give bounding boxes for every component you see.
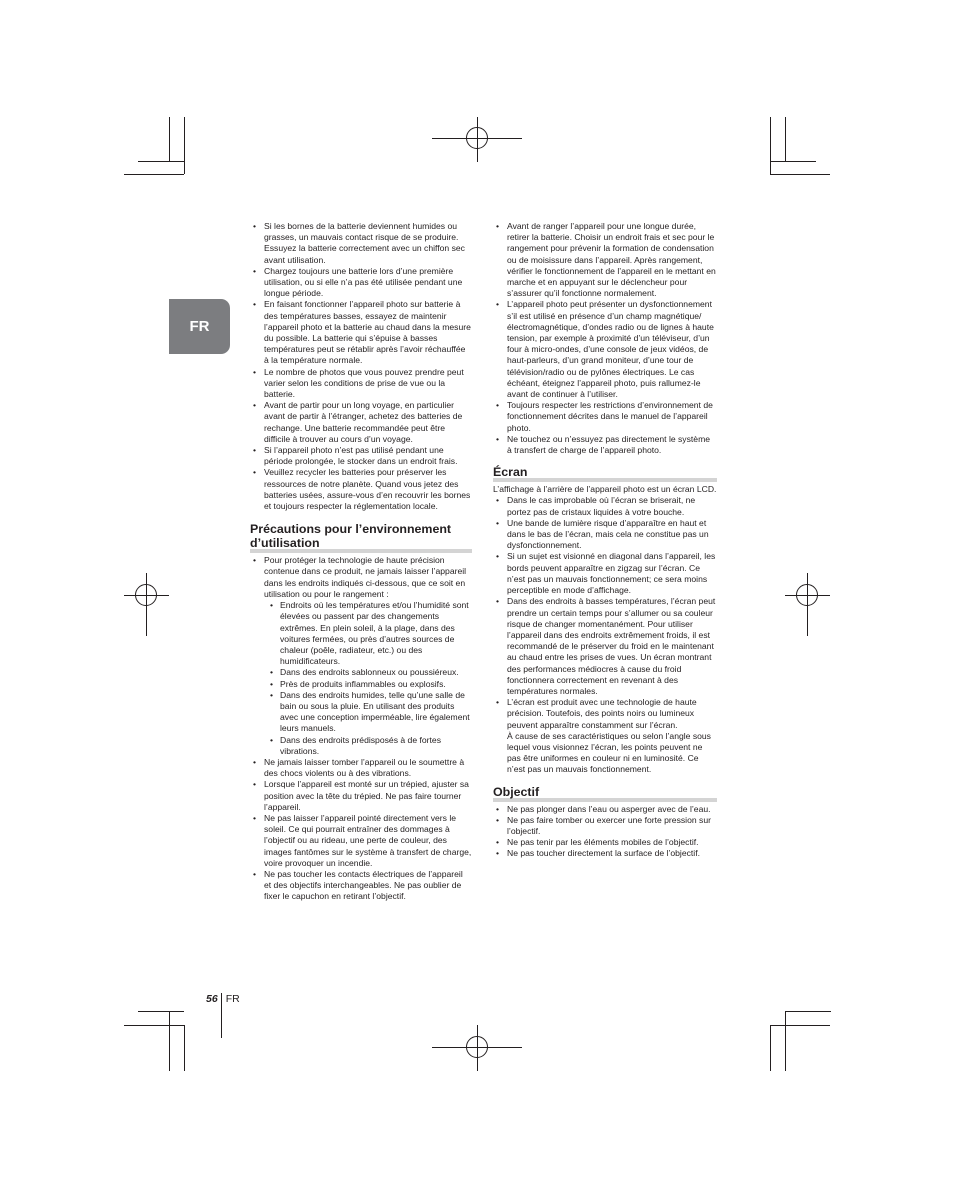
sub-list-item: • Dans des endroits prédisposés à de fortes vibrations.	[264, 735, 472, 757]
battery-list	[250, 221, 472, 512]
list-item: • Ne pas faire tomber ou exercer une forte pression sur l’objectif.	[493, 815, 717, 837]
list-item: • L’appareil photo peut présenter un dysfonctionnement s’il est utilisé en présence d’un champ magnétique/électromagnétique, d’ondes radio ou de lignes à haute tension, par exemple à proximité d’un téléviseur, d’un four à micro-ondes, d’une console de jeux vidéos, de haut-parleurs, d’un grand moniteur, d’une tour de télévision/radio ou de pylônes électriques. Le cas échéant, éteignez l’appareil photo, puis rallumez-le avant de continuer à l’utiliser.	[493, 299, 717, 400]
ecran-heading	[493, 465, 717, 482]
objectif-heading	[493, 785, 717, 802]
page-number: 56	[206, 992, 218, 1005]
ecran-heading-text: Écran	[493, 465, 528, 480]
list-item: • Une bande de lumière risque d’apparaître en haut et dans le bas de l’écran, mais cela ne constitue pas un dysfonctionnement.	[493, 518, 717, 552]
list-item: • Ne pas laisser l’appareil pointé directement vers le soleil. Ce qui pourrait entraîner des dommages à l’objectif ou au rideau, une perte de couleur, des images fantômes sur le système à transfert de charge, voire provoquer un incendie.	[250, 813, 472, 869]
sub-list-item: • Dans des endroits sablonneux ou poussiéreux.	[264, 667, 472, 678]
list-item: • En faisant fonctionner l’appareil photo sur batterie à des températures basses, essayez de maintenir l’appareil photo et la batterie au chaud dans la mesure du possible. La batterie qui s’épuise à basses températures peut se rétablir après l’avoir réchauffée à la température normale.	[250, 299, 472, 366]
env-sublist	[264, 600, 472, 757]
list-item: • Si un sujet est visionné en diagonal dans l’appareil, les bords peuvent apparaître en zigzag sur l’écran. Ce n’est pas un mauvais fonctionnement; ce sera moins perceptible en mode d’affichage.	[493, 551, 717, 596]
right-column	[493, 221, 717, 860]
list-item: • L’écran est produit avec une technologie de haute précision. Toutefois, des points noirs ou lumineux peuvent apparaître constamment sur l’écran.	[493, 697, 717, 731]
list-item: • Veuillez recycler les batteries pour préserver les ressources de notre planète. Quand vous jetez des batteries usées, assure-vous d’en recouvrir les bornes et toujours respecter la réglementation locale.	[250, 467, 472, 512]
list-item: • Ne pas toucher directement la surface de l’objectif.	[493, 848, 717, 859]
list-item: • Avant de partir pour un long voyage, en particulier avant de partir à l’étranger, achetez des batteries de rechange. Une batterie recommandée peut être difficile à trouver au cours d’un voyage.	[250, 400, 472, 445]
list-item: • Ne pas tenir par les éléments mobiles de l’objectif.	[493, 837, 717, 848]
footer-lang: FR	[225, 992, 240, 1005]
objectif-heading-text: Objectif	[493, 784, 540, 799]
list-item: • Ne jamais laisser tomber l’appareil ou le soumettre à des chocs violents ou à des vibrations.	[250, 757, 472, 779]
language-tab: FR	[169, 299, 230, 354]
list-item: • Toujours respecter les restrictions d’environnement de fonctionnement décrites dans le manuel de l’appareil photo.	[493, 400, 717, 434]
env-heading	[250, 522, 472, 553]
list-item: • Dans le cas improbable où l’écran se briserait, ne portez pas de cristaux liquides à votre bouche.	[493, 495, 717, 517]
list-item: • Chargez toujours une batterie lors d’une première utilisation, ou si elle n’a pas été utilisée pendant une longue période.	[250, 266, 472, 300]
env-intro: Pour protéger la technologie de haute précision contenue dans ce produit, ne jamais laisser l’appareil dans les endroits indiqués ci-dessous, que ce soit en utilisation ou pour le rangement :	[264, 555, 467, 599]
footer-divider	[221, 993, 222, 1038]
sub-list-item: • Près de produits inflammables ou explosifs.	[264, 679, 472, 690]
list-item: • Si l’appareil photo n’est pas utilisé pendant une période prolongée, le stocker dans un endroit frais.	[250, 445, 472, 467]
list-item: • Le nombre de photos que vous pouvez prendre peut varier selon les conditions de prise de vue ou la batterie.	[250, 367, 472, 401]
left-column	[250, 221, 472, 903]
list-item: • Lorsque l’appareil est monté sur un trépied, ajuster sa position avec la tête du trépied. Ne pas faire tourner l’appareil.	[250, 779, 472, 813]
list-item-continuation: À cause de ses caractéristiques ou selon l’angle sous lequel vous visionnez l’écran, les points peuvent ne pas être uniformes en couleur ni en luminosité. Ce n’est pas un mauvais fonctionnement.	[507, 730, 711, 775]
list-item: • Dans des endroits à basses températures, l’écran peut prendre un certain temps pour s’allumer ou sa couleur risque de changer momentanément. Pour utiliser l’appareil dans des endroits extrêmement froids, il est recommandé de le préserver du froid en le maintenant au chaud entre les prises de vues. Un écran montrant des performances médiocres à cause du froid fonctionnera correctement en revenant à des températures normales.	[493, 596, 717, 697]
list-item	[250, 555, 472, 757]
list-item: • Si les bornes de la batterie deviennent humides ou grasses, un mauvais contact risque de se produire. Essuyez la batterie correctement avec un chiffon sec avant utilisation.	[250, 221, 472, 266]
objectif-list	[493, 804, 717, 860]
ecran-intro: L’affichage à l’arrière de l’appareil photo est un écran LCD.	[493, 484, 717, 495]
sub-list-item: • Endroits où les températures et/ou l’humidité sont élevées ou passent par des changements extrêmes. En plein soleil, à la plage, dans des voitures fermées, ou près d’autres sources de chaleur (poêle, radiateur, etc.) ou des humidificateurs.	[264, 600, 472, 667]
list-item: • Ne pas plonger dans l’eau ou asperger avec de l’eau.	[493, 804, 717, 815]
list-item: • Avant de ranger l’appareil pour une longue durée, retirer la batterie. Choisir un endroit frais et sec pour le rangement pour prévenir la formation de condensation ou de moisissure dans l’appareil. Après rangement, vérifier le fonctionnement de l’appareil en le mettant en marche et en appuyant sur le déclencheur pour s’assurer qu’il fonctionne normalement.	[493, 221, 717, 299]
env-heading-text: Précautions pour l’environnement d’utilisation	[250, 522, 452, 551]
ecran-list	[493, 495, 717, 775]
storage-list	[493, 221, 717, 456]
env-list	[250, 555, 472, 902]
list-item: • Ne touchez ou n’essuyez pas directement le système à transfert de charge de l’appareil photo.	[493, 434, 717, 456]
sub-list-item: • Dans des endroits humides, telle qu’une salle de bain ou sous la pluie. En utilisant des produits avec une conception imperméable, lire également leurs manuels.	[264, 690, 472, 735]
list-item: • Ne pas toucher les contacts électriques de l’appareil et des objectifs interchangeables. Ne pas oublier de fixer le capuchon en retirant l’objectif.	[250, 869, 472, 903]
page-footer	[206, 976, 240, 1021]
